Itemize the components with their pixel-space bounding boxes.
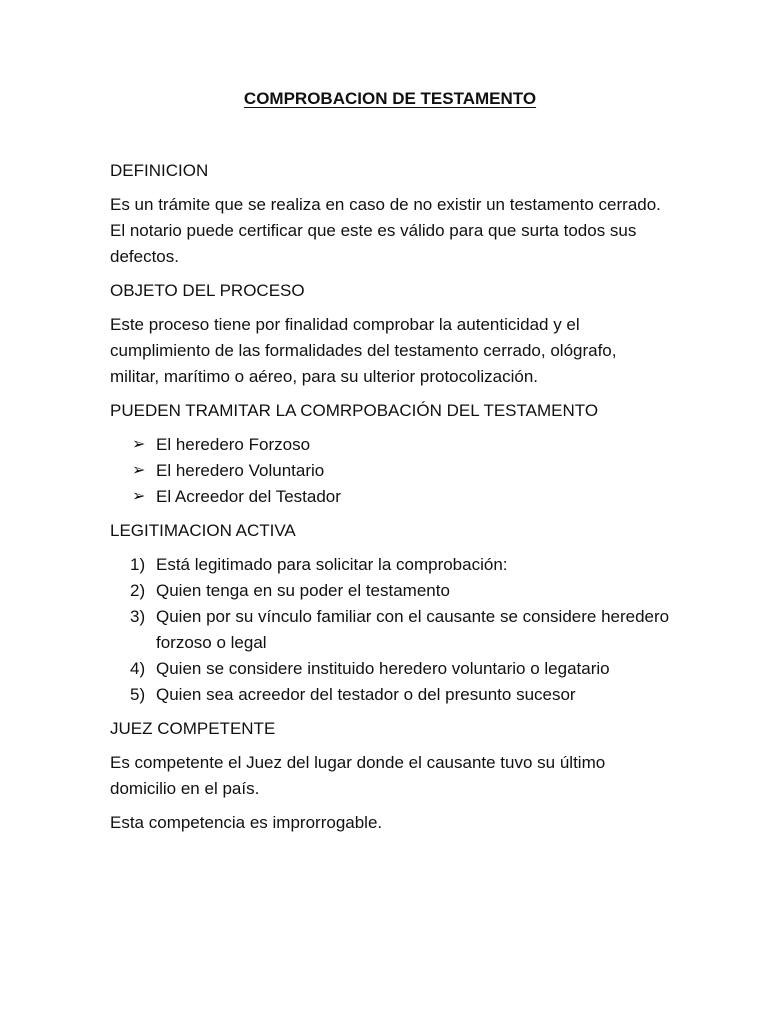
list-item-text: Quien sea acreedor del testador o del presunto sucesor: [156, 685, 576, 704]
list-number: 4): [130, 659, 146, 678]
paragraph-definicion: Es un trámite que se realiza en caso de no existir un testamento cerrado. El notario puede certificar que este es válido para que surta todos sus defectos.: [110, 195, 661, 266]
list-item-text: Quien por su vínculo familiar con el causante se considere heredero forzoso o legal: [156, 607, 670, 652]
arrow-bullet-icon: ➢: [132, 436, 146, 453]
list-item-text: Quien se considere instituido heredero voluntario o legatario: [156, 659, 610, 678]
list-item-text: El Acreedor del Testador: [156, 487, 341, 506]
paragraph-objeto: Este proceso tiene por finalidad comprobar la autenticidad y el cumplimiento de las formalidades del testamento cerrado, ológrafo, militar, marítimo o aéreo, para su ulterior protocolización.: [110, 315, 617, 386]
list-number: 5): [130, 685, 146, 704]
arrow-bullet-list: [110, 432, 670, 510]
list-item: [130, 552, 670, 578]
list-item: [132, 432, 670, 458]
document-title: COMPROBACION DE TESTAMENTO: [243, 89, 537, 108]
list-item: [132, 484, 670, 510]
document-page: [110, 86, 670, 844]
section-heading-juez: JUEZ COMPETENTE: [110, 719, 276, 738]
list-number: 3): [130, 607, 146, 626]
list-item-text: Quien tenga en su poder el testamento: [156, 581, 450, 600]
list-number: 1): [130, 555, 146, 574]
arrow-bullet-icon: ➢: [132, 462, 146, 479]
list-item-text: El heredero Forzoso: [156, 435, 311, 454]
list-item-text: El heredero Voluntario: [156, 461, 325, 480]
list-item: [130, 656, 670, 682]
list-number: 2): [130, 581, 146, 600]
paragraph-juez-2: Esta competencia es improrrogable.: [110, 813, 383, 832]
list-item: [130, 604, 670, 656]
section-heading-pueden: PUEDEN TRAMITAR LA COMRPOBACIÓN DEL TESTAMENTO: [110, 401, 599, 420]
section-heading-objeto: OBJETO DEL PROCESO: [110, 281, 305, 300]
list-item-text: Está legitimado para solicitar la comprobación:: [156, 555, 508, 574]
arrow-bullet-icon: ➢: [132, 488, 146, 505]
section-heading-definicion: DEFINICION: [110, 161, 209, 180]
list-item: [132, 458, 670, 484]
list-item: [130, 578, 670, 604]
section-heading-legitimacion: LEGITIMACION ACTIVA: [110, 521, 296, 540]
numbered-list: [110, 552, 670, 708]
paragraph-juez-1: Es competente el Juez del lugar donde el causante tuvo su último domicilio en el país.: [110, 753, 606, 798]
list-item: [130, 682, 670, 708]
